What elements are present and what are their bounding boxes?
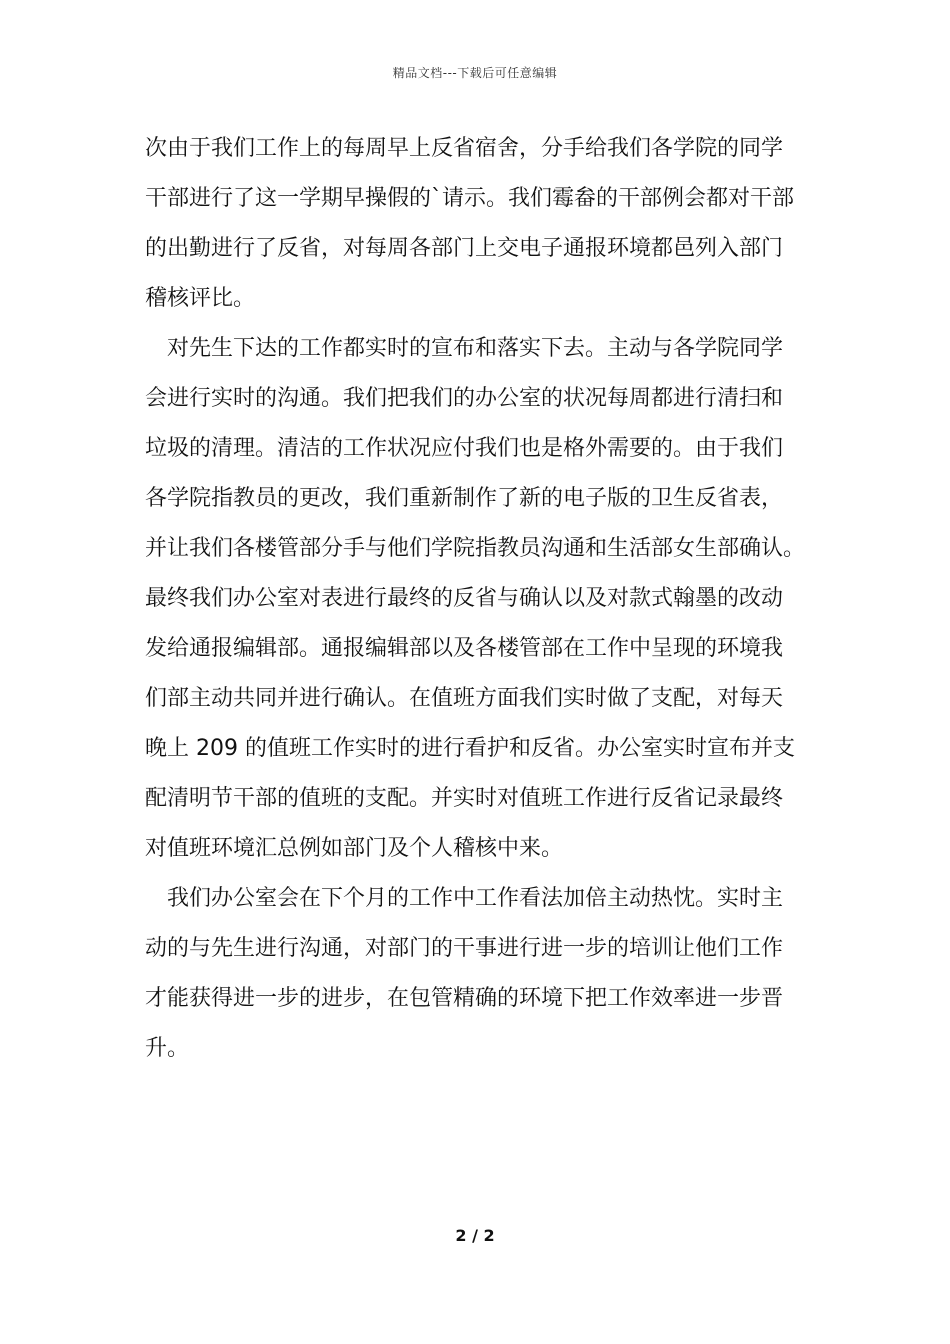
page-number: 2 / 2: [455, 1226, 495, 1245]
text-line: 对值班环境汇总例如部门及个人稽核中来。: [145, 836, 564, 861]
text-line: 次由于我们工作上的每周早上反省宿舍，分手给我们各学院的同学: [145, 136, 784, 161]
text-line: 并让我们各楼管部分手与他们学院指教员沟通和生活部女生部确认。: [145, 536, 806, 561]
text-line: 最终我们办公室对表进行最终的反省与确认以及对款式翰墨的改动: [145, 586, 784, 611]
paragraph-3: [145, 874, 825, 1074]
text-line: 干部进行了这一学期早操假的`请示。我们霉畚的干部例会都对干部: [145, 186, 795, 211]
text-line: 晚上 209 的值班工作实时的进行看护和反省。办公室实时宣布并支: [145, 736, 795, 761]
text-line: 发给通报编辑部。通报编辑部以及各楼管部在工作中呈现的环境我: [145, 636, 784, 661]
text-line: 稽核评比。: [145, 286, 256, 311]
paragraph-2: [145, 324, 825, 874]
text-line: 才能获得进一步的进步，在包管精确的环境下把工作效率进一步晋: [145, 986, 784, 1011]
text-line: 配清明节干部的值班的支配。并实时对值班工作进行反省记录最终: [145, 786, 784, 811]
text-line: 对先生下达的工作都实时的宣布和落实下去。主动与各学院同学: [167, 336, 784, 361]
text-line: 会进行实时的沟通。我们把我们的办公室的状况每周都进行清扫和: [145, 386, 784, 411]
paragraph-1: [145, 124, 825, 324]
document-body: [145, 124, 825, 1074]
text-line: 的出勤进行了反省，对每周各部门上交电子通报环境都邑列入部门: [145, 236, 784, 261]
text-line: 动的与先生进行沟通，对部门的干事进行进一步的培训让他们工作: [145, 936, 784, 961]
page-header: 精品文档---下载后可任意编辑: [392, 66, 558, 80]
text-line: 垃圾的清理。清洁的工作状况应付我们也是格外需要的。由于我们: [145, 436, 784, 461]
text-line: 我们办公室会在下个月的工作中工作看法加倍主动热忱。实时主: [167, 886, 784, 911]
text-line: 们部主动共同并进行确认。在值班方面我们实时做了支配，对每天: [145, 686, 784, 711]
text-line: 升。: [145, 1036, 190, 1061]
text-line: 各学院指教员的更改，我们重新制作了新的电子版的卫生反省表，: [145, 486, 784, 511]
